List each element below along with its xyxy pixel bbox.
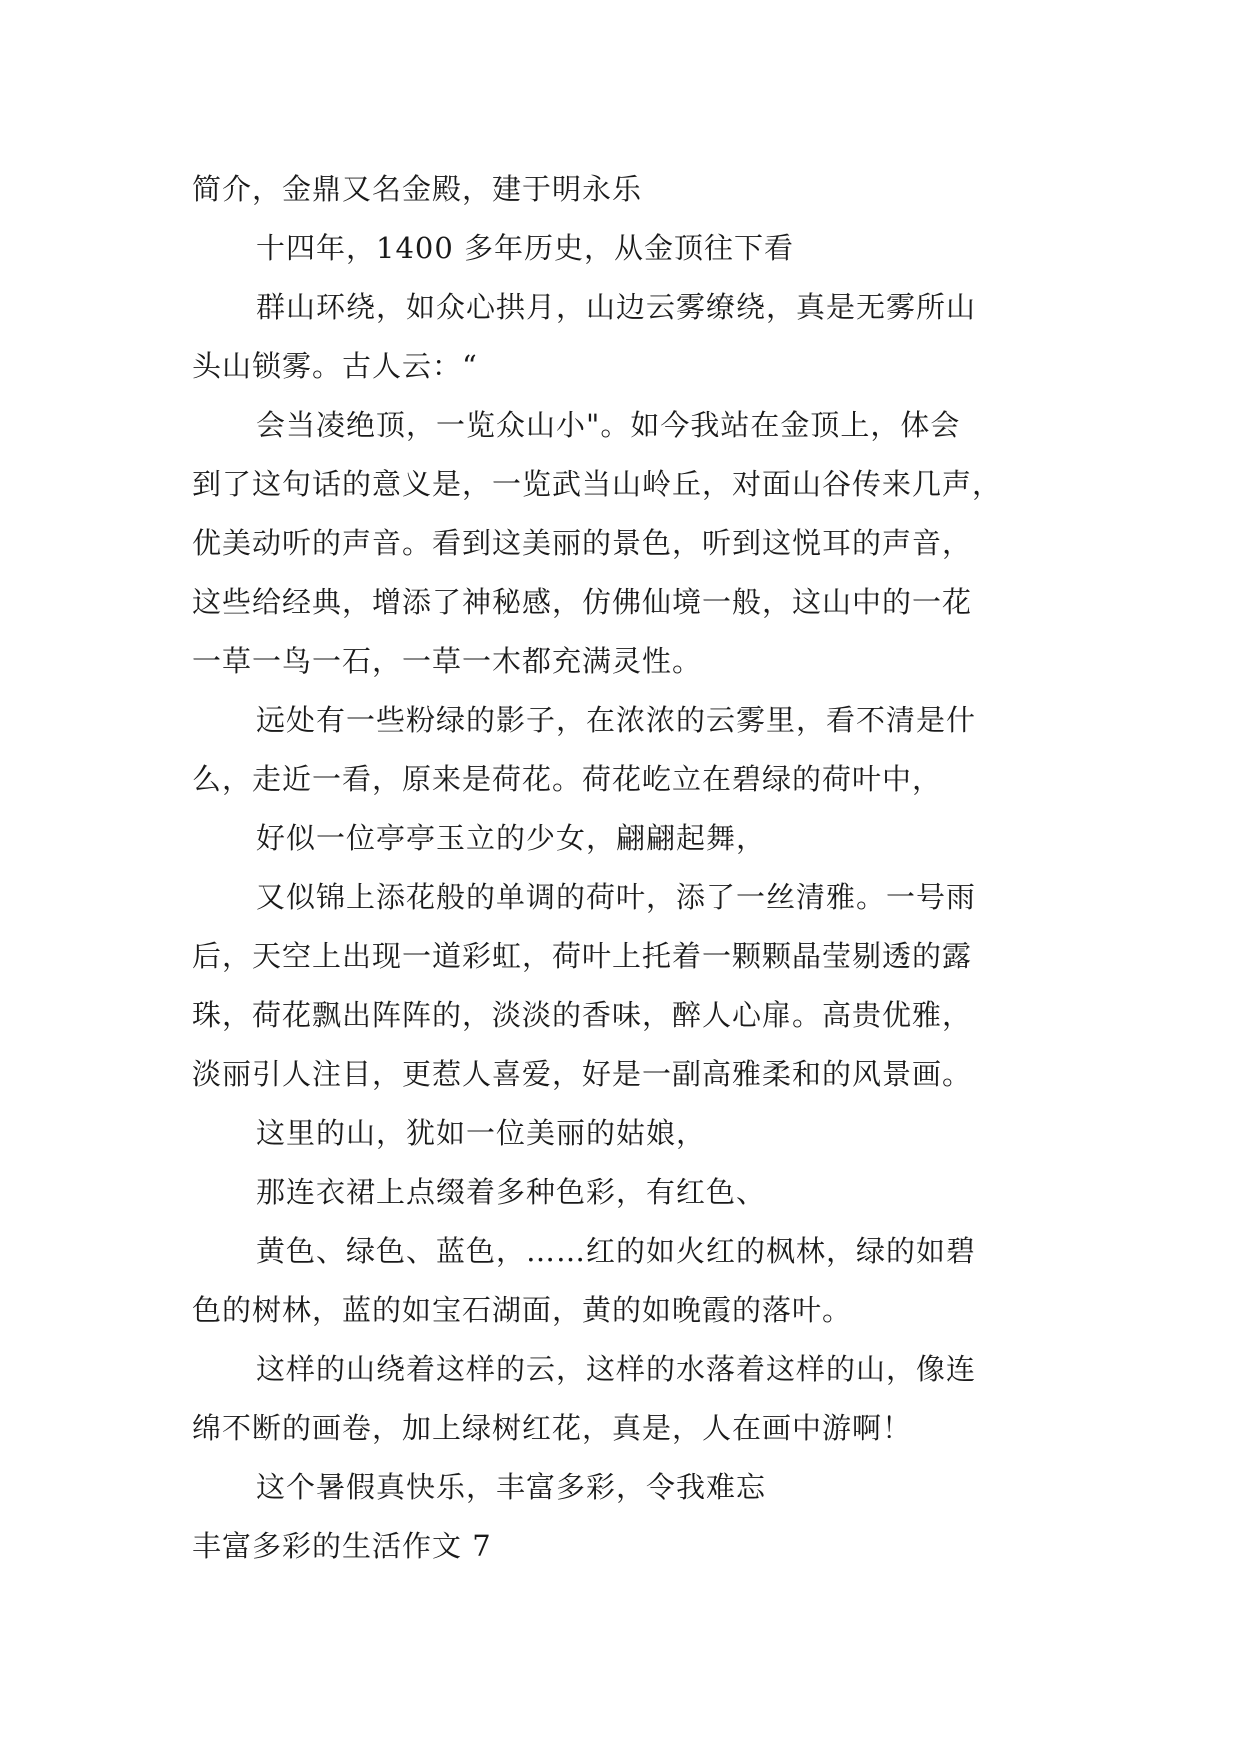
text-line: 珠，荷花飘出阵阵的，淡淡的香味，醉人心扉。高贵优雅，: [192, 998, 973, 1032]
text-line: 优美动听的声音。看到这美丽的景色，听到这悦耳的声音，: [192, 526, 973, 560]
text-line: 一草一鸟一石，一草一木都充满灵性。: [192, 644, 703, 678]
text-line: 会当凌绝顶，一览众山小"。如今我站在金顶上，体会: [256, 408, 961, 442]
text-line: 么，走近一看，原来是荷花。荷花屹立在碧绿的荷叶中，: [192, 762, 943, 796]
text-line: 头山锁雾。古人云：“: [192, 349, 478, 383]
text-line: 这些给经典，增添了神秘感，仿佛仙境一般，这山中的一花: [192, 585, 973, 619]
text-line: 这里的山，犹如一位美丽的姑娘，: [256, 1116, 707, 1150]
text-line: 后，天空上出现一道彩虹，荷叶上托着一颗颗晶莹剔透的露: [192, 939, 973, 973]
text-line: 群山环绕，如众心拱月，山边云雾缭绕，真是无雾所山: [256, 290, 977, 324]
text-line: 淡丽引人注目，更惹人喜爱，好是一副高雅柔和的风景画。: [192, 1057, 973, 1091]
text-line: 色的树林，蓝的如宝石湖面，黄的如晚霞的落叶。: [192, 1293, 853, 1327]
text-line: 远处有一些粉绿的影子，在浓浓的云雾里，看不清是什: [256, 703, 977, 737]
text-line: 那连衣裙上点缀着多种色彩，有红色、: [256, 1175, 767, 1209]
text-line: 简介，金鼎又名金殿，建于明永乐: [192, 172, 643, 206]
text-line: 十四年，1400 多年历史，从金顶往下看: [256, 231, 795, 265]
essay-body: [192, 160, 1072, 1576]
text-line: 绵不断的画卷，加上绿树红花，真是，人在画中游啊！: [192, 1411, 913, 1445]
text-line: 好似一位亭亭玉立的少女，翩翩起舞，: [256, 821, 767, 855]
text-line: 丰富多彩的生活作文 7: [192, 1529, 492, 1563]
text-line: 黄色、绿色、蓝色，……红的如火红的枫林，绿的如碧: [256, 1234, 977, 1268]
text-line: 这样的山绕着这样的云，这样的水落着这样的山，像连: [256, 1352, 977, 1386]
text-line: 到了这句话的意义是，一览武当山岭丘，对面山谷传来几声，: [192, 467, 1003, 501]
text-line: 这个暑假真快乐，丰富多彩，令我难忘: [256, 1470, 767, 1504]
text-line: 又似锦上添花般的单调的荷叶，添了一丝清雅。一号雨: [256, 880, 977, 914]
